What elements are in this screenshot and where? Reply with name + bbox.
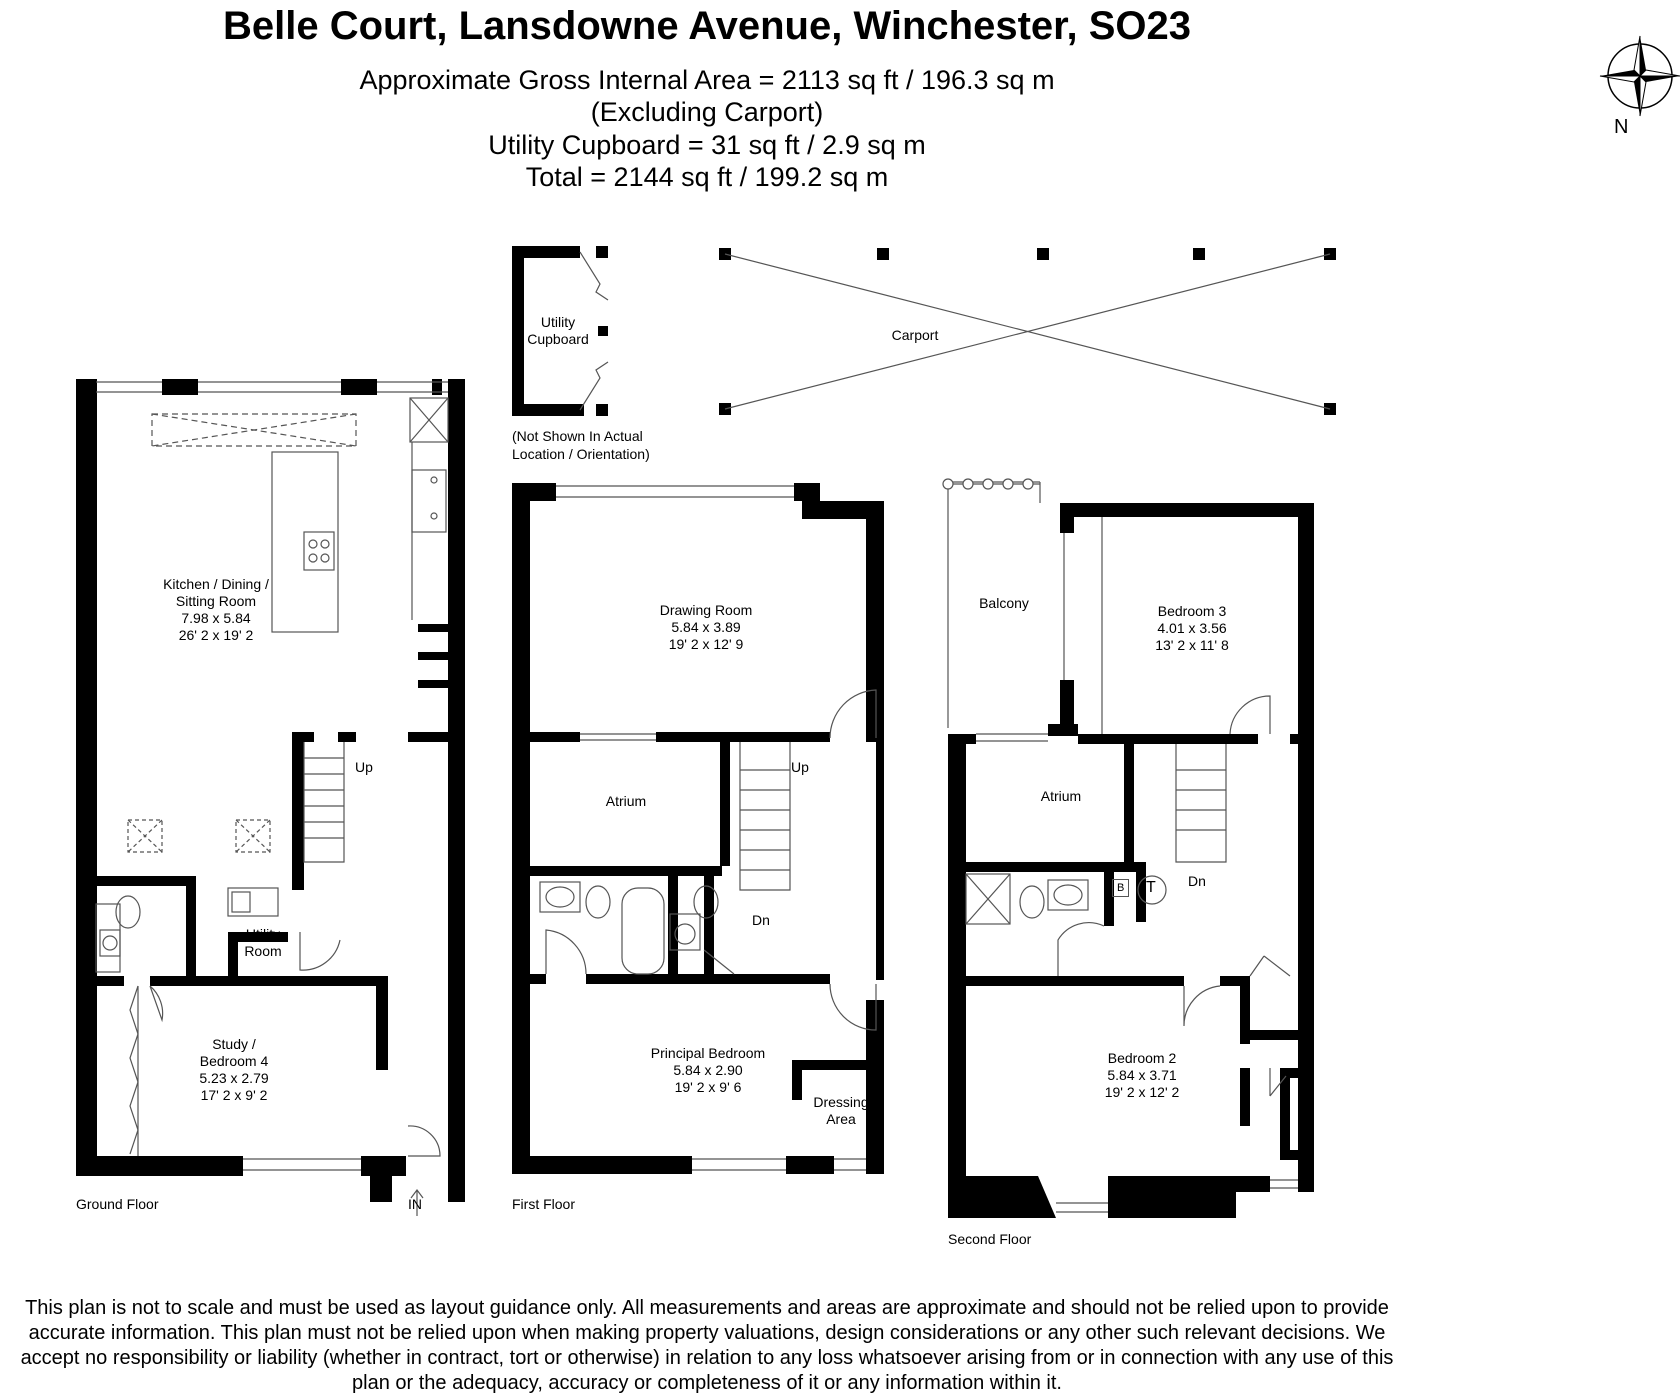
floor-label-second: Second Floor [948, 1231, 1032, 1247]
compass-rose-icon [1600, 36, 1680, 116]
room-label-utility-room: Utility Room [244, 926, 282, 959]
boiler-label: B [1112, 879, 1129, 897]
stair-down-first: Dn [752, 912, 770, 928]
room-label-carport: Carport [891, 327, 939, 343]
entrance-label: IN [408, 1196, 422, 1212]
second-east-wall [1298, 503, 1314, 1192]
floor-label-first: First Floor [512, 1196, 575, 1212]
room-label-atrium-second: Atrium [1040, 788, 1082, 804]
room-label-principal-bedroom: Principal Bedroom 5.84 x 2.90 19' 2 x 9' 6 [650, 1045, 766, 1095]
area-line-3: Utility Cupboard = 31 sq ft / 2.9 sq m [488, 130, 926, 160]
stair-down-second: Dn [1188, 873, 1206, 889]
ground-west-wall [76, 379, 97, 1176]
floor-label-ground: Ground Floor [76, 1196, 159, 1212]
tank-label: T [1146, 879, 1156, 896]
room-label-drawing-room: Drawing Room 5.84 x 3.89 19' 2 x 12' 9 [659, 602, 753, 652]
room-label-utility-cupboard: Utility Cupboard [527, 314, 589, 347]
ground-east-wall [448, 379, 465, 1202]
first-west-wall [512, 483, 530, 1174]
room-label-bedroom-3: Bedroom 3 4.01 x 3.56 13' 2 x 11' 8 [1155, 603, 1229, 653]
disclaimer-text: This plan is not to scale and must be used as layout guidance only. All measurements and areas are approximate and should not be relied upon to provide accurate information. This plan must not be relied upon when making property valuations, design considerations or any other such relevant decisions. We accept no responsibility or liability (whether in contract, tort or otherwise) in relation to any loss whatsoever arising from or in connection with any use of this plan or the adequacy, accuracy or completeness of it or any information within it. [20, 1297, 1394, 1394]
area-line-2: (Excluding Carport) [590, 97, 824, 127]
room-label-dressing-area: Dressing Area [813, 1094, 869, 1127]
north-label: N [1614, 116, 1629, 138]
stair-up-ground: Up [355, 759, 373, 775]
cupboard-note-line-2: Location / Orientation) [512, 446, 650, 462]
room-label-kitchen: Kitchen / Dining / Sitting Room 7.98 x 5.84 26' 2 x 19' 2 [163, 576, 269, 643]
room-label-bedroom-2: Bedroom 2 5.84 x 3.71 19' 2 x 12' 2 [1104, 1050, 1180, 1100]
area-line-4: Total = 2144 sq ft / 199.2 sq m [525, 162, 889, 192]
room-label-balcony: Balcony [979, 595, 1029, 611]
room-label-atrium-first: Atrium [605, 793, 647, 809]
room-label-study: Study / Bedroom 4 5.23 x 2.79 17' 2 x 9' 2 [199, 1036, 269, 1103]
area-line-1: Approximate Gross Internal Area = 2113 sq ft / 196.3 sq m [359, 65, 1055, 95]
stair-up-first: Up [791, 759, 809, 775]
page-title: Belle Court, Lansdowne Avenue, Winchester, SO23 [222, 4, 1192, 48]
cupboard-note-line-1: (Not Shown In Actual [512, 428, 643, 444]
